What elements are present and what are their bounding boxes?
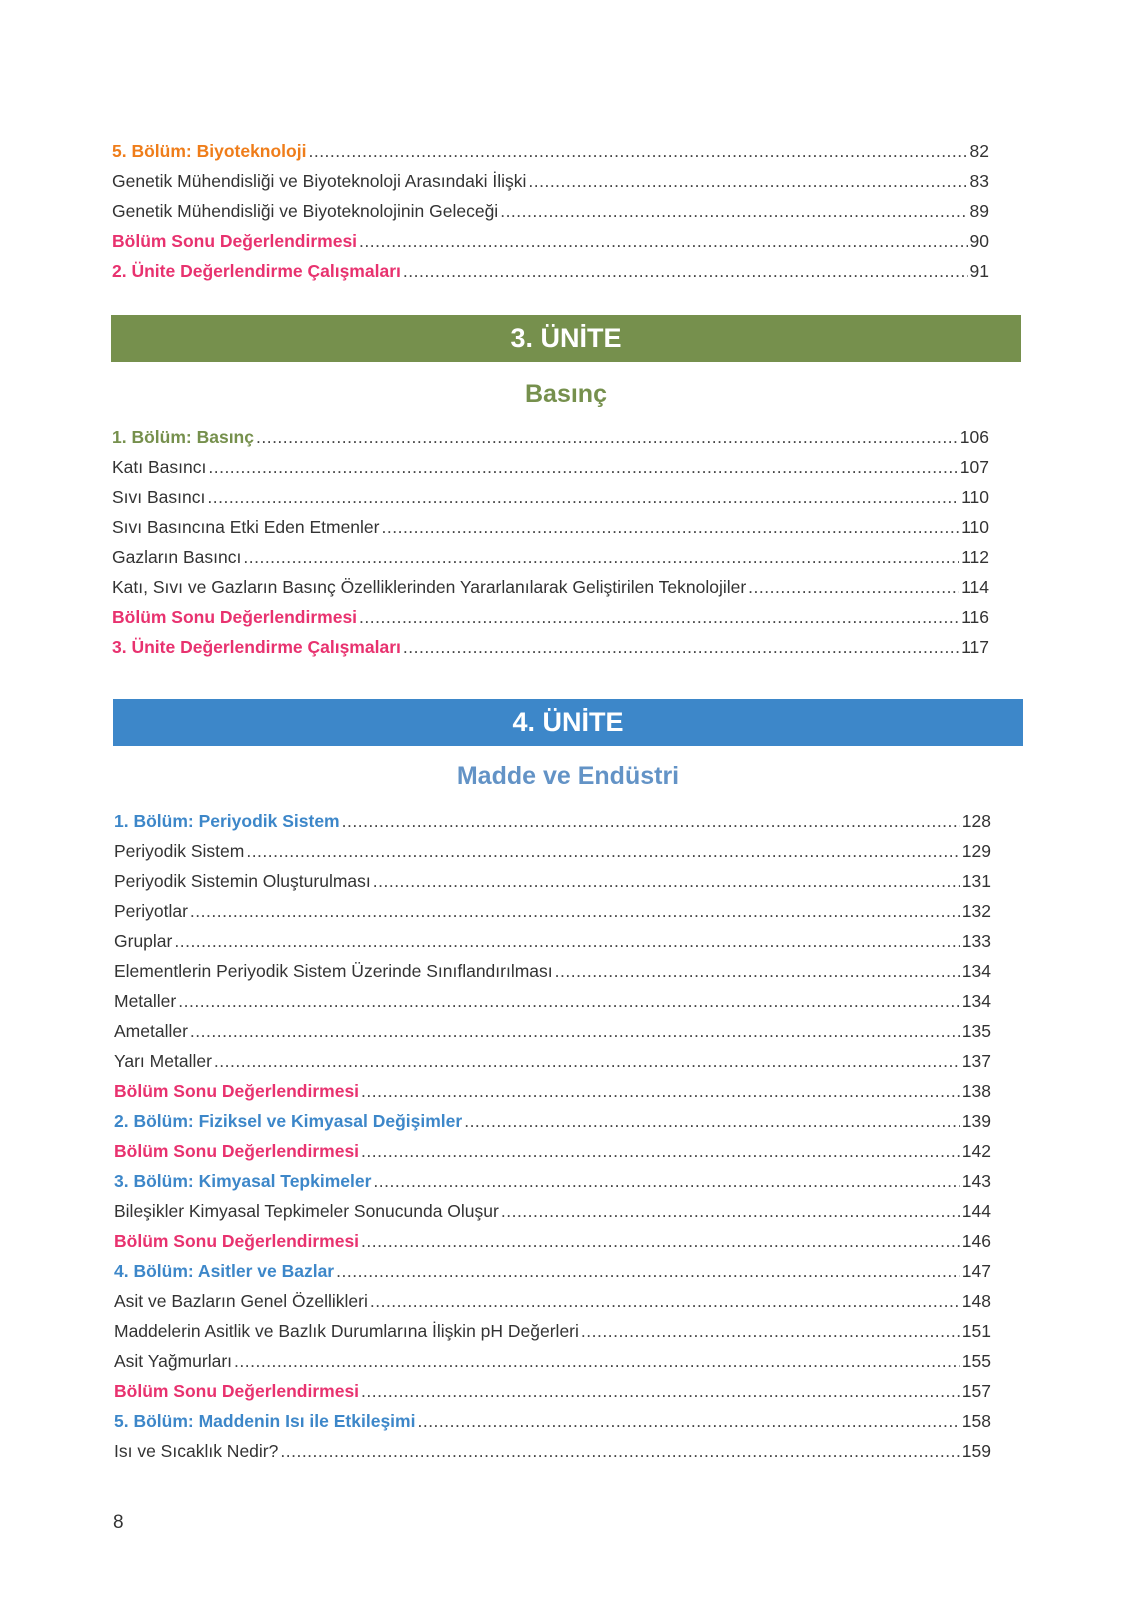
toc-entry-title: Katı, Sıvı ve Gazların Basınç Özelliklerinden Yararlanılarak Geliştirilen Teknolojiler [112, 577, 747, 597]
toc-entry-title: 1. Bölüm: Periyodik Sistem [114, 811, 340, 831]
toc-dot-leader [382, 512, 960, 542]
toc-entry-page: 137 [961, 1051, 991, 1071]
toc-entry-title: Asit ve Bazların Genel Özellikleri [114, 1291, 368, 1311]
toc-dot-leader [403, 632, 959, 662]
toc-entry [112, 602, 989, 632]
page-number: 8 [113, 1512, 124, 1533]
toc-entry-title: Elementlerin Periyodik Sistem Üzerinde Sınıflandırılması [114, 961, 553, 981]
toc-entry-page: 155 [961, 1351, 991, 1371]
toc-entry [114, 956, 991, 986]
toc-entry [112, 572, 989, 602]
toc-entry-title: Bileşikler Kimyasal Tepkimeler Sonucunda Oluşur [114, 1201, 499, 1221]
toc-entry-page: 107 [959, 457, 989, 477]
toc-entry [112, 452, 989, 482]
toc-entry-page: 138 [961, 1081, 991, 1101]
toc-entry-page: 91 [969, 261, 989, 281]
toc-entry [114, 1136, 991, 1166]
toc-entry-page: 157 [961, 1381, 991, 1401]
toc-entry [112, 166, 989, 196]
toc-entry [114, 896, 991, 926]
toc-entry-title: Genetik Mühendisliği ve Biyoteknoloji Arasındaki İlişki [112, 171, 527, 191]
toc-entry-page: 135 [961, 1021, 991, 1041]
toc-dot-leader [361, 1136, 960, 1166]
toc-entry-title: Bölüm Sonu Değerlendirmesi [112, 607, 358, 627]
toc-dot-leader [256, 422, 958, 452]
toc-entry-title: Bölüm Sonu Değerlendirmesi [114, 1081, 360, 1101]
toc-dot-leader [403, 256, 968, 286]
toc-entry [114, 1256, 991, 1286]
toc-dot-leader [336, 1256, 960, 1286]
toc-entry [112, 226, 989, 256]
toc-entry-title: 3. Ünite Değerlendirme Çalışmaları [112, 637, 401, 657]
toc-entry-title: 1. Bölüm: Basınç [112, 427, 254, 447]
toc-dot-leader [342, 806, 960, 836]
toc-entry [112, 196, 989, 226]
toc-entry-title: Bölüm Sonu Değerlendirmesi [114, 1231, 360, 1251]
toc-entry [112, 512, 989, 542]
toc-dot-leader [361, 1376, 960, 1406]
toc-entry [112, 482, 989, 512]
toc-entry-page: 131 [961, 871, 991, 891]
toc-dot-leader [417, 1406, 959, 1436]
toc-entry-title: Isı ve Sıcaklık Nedir? [114, 1441, 279, 1461]
toc-entry-page: 142 [961, 1141, 991, 1161]
toc-entry-title: 3. Bölüm: Kimyasal Tepkimeler [114, 1171, 372, 1191]
toc-entry-page: 133 [961, 931, 991, 951]
unit3-title: Basınç [525, 380, 607, 408]
toc-entry-page: 112 [961, 547, 989, 567]
toc-dot-leader [501, 1196, 960, 1226]
toc-entry [114, 1166, 991, 1196]
toc-entry-title: Katı Basıncı [112, 457, 207, 477]
toc-entry [114, 1436, 991, 1466]
toc-entry-page: 144 [961, 1201, 991, 1221]
toc-dot-leader [370, 1286, 960, 1316]
toc-list-top [112, 136, 989, 286]
toc-dot-leader [464, 1106, 960, 1136]
toc-entry-page: 83 [969, 171, 989, 191]
toc-entry-title: Bölüm Sonu Değerlendirmesi [114, 1141, 360, 1161]
toc-dot-leader [174, 926, 959, 956]
toc-entry-page: 90 [969, 231, 989, 251]
toc-entry [114, 1316, 991, 1346]
toc-dot-leader [528, 166, 967, 196]
toc-entry [114, 1376, 991, 1406]
toc-entry-title: Ametaller [114, 1021, 188, 1041]
toc-entry-title: Metaller [114, 991, 177, 1011]
toc-entry-title: Asit Yağmurları [114, 1351, 233, 1371]
toc-dot-leader [214, 1046, 960, 1076]
unit4-banner: 4. ÜNİTE [113, 699, 1023, 746]
toc-entry-title: Bölüm Sonu Değerlendirmesi [114, 1381, 360, 1401]
toc-entry [114, 1346, 991, 1376]
toc-entry-title: Sıvı Basıncına Etki Eden Etmenler [112, 517, 380, 537]
toc-entry-page: 158 [961, 1411, 991, 1431]
toc-entry [114, 1226, 991, 1256]
toc-entry-title: Maddelerin Asitlik ve Bazlık Durumlarına İlişkin pH Değerleri [114, 1321, 579, 1341]
toc-entry-page: 129 [961, 841, 991, 861]
toc-dot-leader [748, 572, 959, 602]
toc-entry-page: 110 [961, 487, 989, 507]
toc-entry-page: 117 [961, 637, 989, 657]
toc-entry-title: Bölüm Sonu Değerlendirmesi [112, 231, 358, 251]
toc-dot-leader [359, 226, 967, 256]
toc-dot-leader [246, 836, 959, 866]
toc-entry-page: 134 [961, 961, 991, 981]
toc-entry-title: Gruplar [114, 931, 173, 951]
toc-entry-page: 132 [961, 901, 991, 921]
toc-entry-title: Sıvı Basıncı [112, 487, 206, 507]
toc-dot-leader [373, 1166, 959, 1196]
toc-dot-leader [555, 956, 960, 986]
toc-entry [114, 1286, 991, 1316]
toc-dot-leader [500, 196, 967, 226]
toc-dot-leader [207, 482, 959, 512]
toc-dot-leader [190, 1016, 960, 1046]
toc-entry-title: 2. Ünite Değerlendirme Çalışmaları [112, 261, 401, 281]
toc-entry-title: Yarı Metaller [114, 1051, 212, 1071]
toc-entry [112, 422, 989, 452]
toc-entry [112, 256, 989, 286]
toc-entry-title: Genetik Mühendisliği ve Biyoteknolojinin Geleceği [112, 201, 499, 221]
toc-entry-page: 89 [969, 201, 989, 221]
toc-entry-page: 148 [961, 1291, 991, 1311]
toc-entry-title: 2. Bölüm: Fiziksel ve Kimyasal Değişimler [114, 1111, 463, 1131]
toc-entry [112, 632, 989, 662]
toc-entry [114, 866, 991, 896]
toc-entry-page: 134 [961, 991, 991, 1011]
unit4-title: Madde ve Endüstri [456, 762, 680, 790]
toc-dot-leader [208, 452, 957, 482]
toc-entry-page: 114 [961, 577, 989, 597]
toc-entry-page: 106 [959, 427, 989, 447]
toc-dot-leader [178, 986, 960, 1016]
toc-dot-leader [373, 866, 960, 896]
toc-dot-leader [581, 1316, 960, 1346]
toc-entry [114, 1076, 991, 1106]
toc-entry [114, 1046, 991, 1076]
toc-entry-title: Periyodik Sistem [114, 841, 245, 861]
toc-dot-leader [243, 542, 959, 572]
toc-entry-page: 151 [961, 1321, 991, 1341]
toc-entry-title: Gazların Basıncı [112, 547, 242, 567]
toc-entry-page: 143 [961, 1171, 991, 1191]
toc-entry-title: 5. Bölüm: Biyoteknoloji [112, 141, 307, 161]
toc-dot-leader [361, 1076, 960, 1106]
toc-entry [114, 836, 991, 866]
toc-entry [114, 1196, 991, 1226]
toc-entry-page: 116 [961, 607, 989, 627]
toc-entry-title: Periyodik Sistemin Oluşturulması [114, 871, 371, 891]
toc-entry [114, 926, 991, 956]
unit3-banner: 3. ÜNİTE [111, 315, 1021, 362]
toc-entry-page: 82 [969, 141, 989, 161]
toc-entry-page: 146 [961, 1231, 991, 1251]
toc-list-unit3 [112, 422, 989, 662]
toc-entry-title: Periyotlar [114, 901, 188, 921]
toc-entry [114, 1106, 991, 1136]
toc-entry-page: 147 [961, 1261, 991, 1281]
toc-dot-leader [308, 136, 967, 166]
toc-dot-leader [234, 1346, 960, 1376]
toc-entry-title: 4. Bölüm: Asitler ve Bazlar [114, 1261, 335, 1281]
toc-entry [114, 986, 991, 1016]
toc-entry [112, 542, 989, 572]
toc-entry-page: 128 [961, 811, 991, 831]
toc-entry [114, 1406, 991, 1436]
toc-dot-leader [190, 896, 960, 926]
toc-entry [114, 806, 991, 836]
toc-entry-page: 159 [961, 1441, 991, 1461]
toc-entry [112, 136, 989, 166]
toc-dot-leader [361, 1226, 960, 1256]
toc-dot-leader [359, 602, 959, 632]
toc-entry-page: 110 [961, 517, 989, 537]
toc-entry-title: 5. Bölüm: Maddenin Isı ile Etkileşimi [114, 1411, 416, 1431]
toc-entry [114, 1016, 991, 1046]
toc-entry-page: 139 [961, 1111, 991, 1131]
toc-dot-leader [280, 1436, 959, 1466]
toc-list-unit4 [114, 806, 991, 1466]
